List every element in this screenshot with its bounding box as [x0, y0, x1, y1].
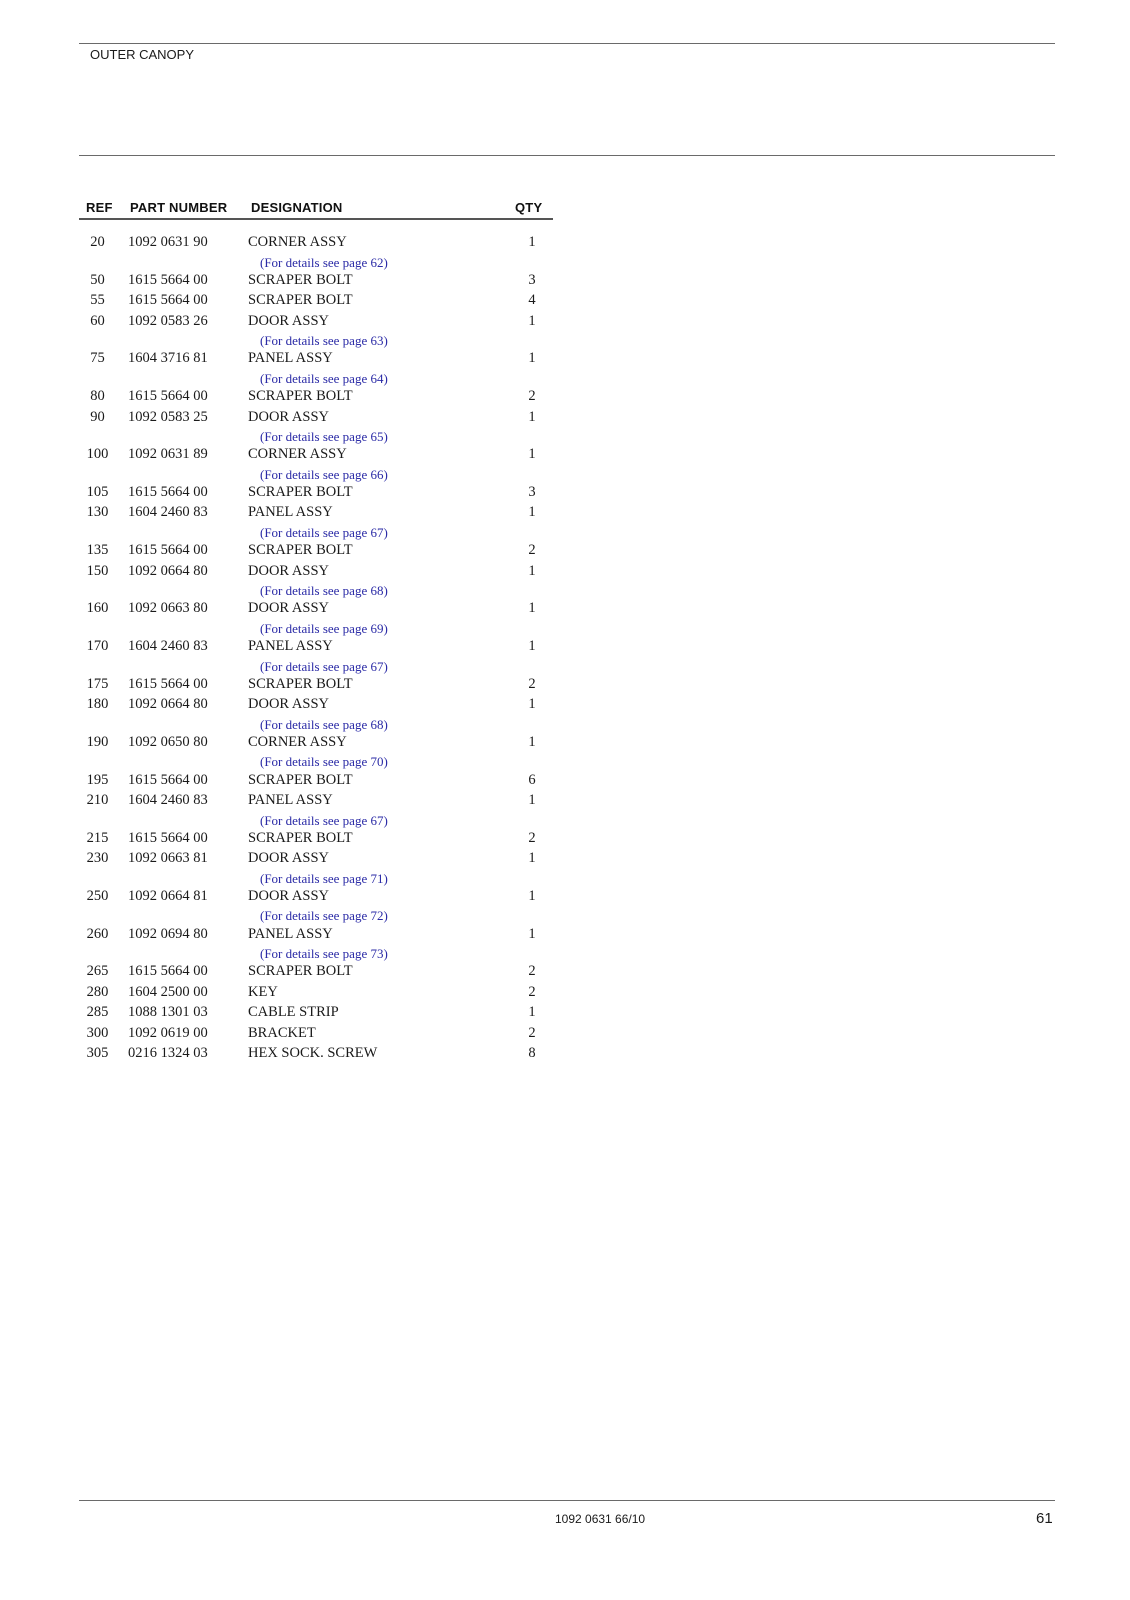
- qty-cell: 1: [528, 887, 536, 904]
- designation-cell: CORNER ASSY: [248, 733, 347, 750]
- qty-cell: 3: [528, 483, 536, 500]
- part-number-cell: 0216 1324 03: [128, 1045, 208, 1062]
- table-row: [79, 598, 554, 619]
- ref-cell: 215: [86, 829, 109, 846]
- table-row: [79, 290, 554, 311]
- ref-cell: 90: [90, 408, 105, 425]
- details-page-link[interactable]: (For details see page 70): [260, 754, 388, 770]
- qty-cell: 1: [528, 600, 536, 617]
- part-number-cell: 1604 2460 83: [128, 638, 208, 654]
- part-number-cell: 1615 5664 00: [128, 483, 208, 500]
- top-rule: [79, 43, 1055, 44]
- details-row: [79, 944, 554, 961]
- table-row: [79, 386, 554, 407]
- designation-cell: PANEL ASSY: [248, 792, 333, 809]
- details-page-link[interactable]: (For details see page 68): [260, 583, 388, 599]
- part-number-cell: 1615 5664 00: [128, 292, 208, 309]
- details-row: [79, 427, 554, 444]
- table-row: [79, 636, 554, 657]
- details-row: [79, 752, 554, 769]
- designation-cell: PANEL ASSY: [248, 350, 333, 367]
- part-number-cell: 1615 5664 00: [128, 271, 208, 288]
- table-row: [79, 732, 554, 753]
- table-row: [79, 674, 554, 695]
- table-header: [79, 198, 554, 218]
- designation-cell: DOOR ASSY: [248, 562, 329, 579]
- column-header-qty: QTY: [515, 200, 543, 215]
- table-row: [79, 1002, 554, 1023]
- qty-cell: 1: [528, 350, 536, 367]
- table-row: [79, 694, 554, 715]
- table-row: [79, 348, 554, 369]
- part-number-cell: 1615 5664 00: [128, 829, 208, 846]
- qty-cell: 1: [528, 312, 536, 329]
- designation-cell: DOOR ASSY: [248, 312, 329, 329]
- part-number-cell: 1092 0694 80: [128, 925, 208, 942]
- details-page-link[interactable]: (For details see page 69): [260, 620, 388, 636]
- table-row: [79, 790, 554, 811]
- part-number-cell: 1615 5664 00: [128, 388, 208, 405]
- ref-cell: 280: [86, 983, 109, 1000]
- qty-cell: 2: [528, 1024, 536, 1041]
- details-page-link[interactable]: (For details see page 65): [260, 429, 388, 445]
- qty-cell: 1: [528, 696, 536, 713]
- part-number-cell: 1604 2500 00: [128, 983, 208, 1000]
- details-page-link[interactable]: (For details see page 68): [260, 716, 388, 732]
- details-page-link[interactable]: (For details see page 64): [260, 370, 388, 386]
- ref-cell: 105: [86, 483, 109, 500]
- details-row: [79, 811, 554, 828]
- ref-cell: 75: [90, 350, 105, 367]
- qty-cell: 1: [528, 733, 536, 750]
- part-number-cell: 1604 2460 83: [128, 504, 208, 521]
- details-row: [79, 906, 554, 923]
- designation-cell: DOOR ASSY: [248, 850, 329, 867]
- designation-cell: SCRAPER BOLT: [248, 542, 353, 559]
- qty-cell: 2: [528, 829, 536, 846]
- table-body: [79, 232, 554, 1064]
- table-row: [79, 311, 554, 332]
- part-number-cell: 1604 3716 81: [128, 350, 208, 367]
- qty-cell: 8: [528, 1045, 536, 1062]
- details-page-link[interactable]: (For details see page 63): [260, 333, 388, 349]
- table-row: [79, 232, 554, 253]
- designation-cell: DOOR ASSY: [248, 600, 329, 617]
- details-row: [79, 657, 554, 674]
- designation-cell: SCRAPER BOLT: [248, 675, 353, 692]
- part-number-cell: 1615 5664 00: [128, 542, 208, 559]
- designation-cell: PANEL ASSY: [248, 925, 333, 942]
- footer-rule: [79, 1500, 1055, 1501]
- table-row: [79, 502, 554, 523]
- part-number-cell: 1088 1301 03: [128, 1004, 208, 1021]
- designation-cell: CORNER ASSY: [248, 446, 347, 463]
- details-page-link[interactable]: (For details see page 71): [260, 870, 388, 886]
- table-row: [79, 444, 554, 465]
- details-page-link[interactable]: (For details see page 62): [260, 254, 388, 270]
- table-row: [79, 270, 554, 291]
- details-row: [79, 523, 554, 540]
- designation-cell: SCRAPER BOLT: [248, 292, 353, 309]
- part-number-cell: 1092 0663 80: [128, 600, 208, 617]
- table-header-underline: [79, 218, 553, 220]
- ref-cell: 180: [86, 696, 109, 713]
- designation-cell: DOOR ASSY: [248, 887, 329, 904]
- details-row: [79, 331, 554, 348]
- column-header-designation: DESIGNATION: [251, 200, 343, 215]
- qty-cell: 1: [528, 446, 536, 463]
- details-page-link[interactable]: (For details see page 72): [260, 908, 388, 924]
- ref-cell: 50: [90, 271, 105, 288]
- part-number-cell: 1092 0583 25: [128, 408, 208, 425]
- document-number: 1092 0631 66/10: [555, 1512, 646, 1526]
- designation-cell: BRACKET: [248, 1024, 316, 1041]
- table-row: [79, 961, 554, 982]
- ref-cell: 305: [86, 1045, 109, 1062]
- qty-cell: 3: [528, 271, 536, 288]
- table-row: [79, 561, 554, 582]
- ref-cell: 175: [86, 675, 109, 692]
- column-header-ref: REF: [86, 200, 113, 215]
- designation-cell: CABLE STRIP: [248, 1004, 339, 1021]
- parts-table: [79, 198, 554, 1064]
- designation-cell: SCRAPER BOLT: [248, 829, 353, 846]
- qty-cell: 1: [528, 638, 536, 654]
- part-number-cell: 1092 0664 80: [128, 696, 208, 713]
- designation-cell: CORNER ASSY: [248, 234, 347, 250]
- part-number-cell: 1092 0619 00: [128, 1024, 208, 1041]
- table-row: [79, 482, 554, 503]
- section-title: OUTER CANOPY: [90, 47, 195, 62]
- details-row: [79, 581, 554, 598]
- ref-cell: 55: [90, 292, 105, 309]
- table-row: [79, 982, 554, 1003]
- ref-cell: 100: [86, 446, 109, 463]
- details-page-link[interactable]: (For details see page 67): [260, 524, 388, 540]
- ref-cell: 195: [86, 771, 109, 788]
- table-row: [79, 540, 554, 561]
- ref-cell: 130: [86, 504, 109, 521]
- table-row: [79, 770, 554, 791]
- designation-cell: DOOR ASSY: [248, 696, 329, 713]
- table-row: [79, 848, 554, 869]
- qty-cell: 1: [528, 234, 536, 250]
- qty-cell: 1: [528, 562, 536, 579]
- part-number-cell: 1092 0664 81: [128, 887, 208, 904]
- details-row: [79, 715, 554, 732]
- qty-cell: 1: [528, 850, 536, 867]
- designation-cell: PANEL ASSY: [248, 504, 333, 521]
- ref-cell: 20: [90, 234, 105, 250]
- ref-cell: 260: [86, 925, 109, 942]
- table-row: [79, 886, 554, 907]
- qty-cell: 1: [528, 408, 536, 425]
- designation-cell: HEX SOCK. SCREW: [248, 1045, 378, 1062]
- header-separator-rule: [79, 155, 1055, 156]
- designation-cell: DOOR ASSY: [248, 408, 329, 425]
- table-row: [79, 407, 554, 428]
- part-number-cell: 1092 0583 26: [128, 312, 208, 329]
- part-number-cell: 1092 0650 80: [128, 733, 208, 750]
- details-row: [79, 369, 554, 386]
- qty-cell: 2: [528, 963, 536, 980]
- details-row: [79, 869, 554, 886]
- part-number-cell: 1615 5664 00: [128, 963, 208, 980]
- details-page-link[interactable]: (For details see page 67): [260, 658, 388, 674]
- designation-cell: SCRAPER BOLT: [248, 771, 353, 788]
- details-page-link[interactable]: (For details see page 67): [260, 812, 388, 828]
- details-row: [79, 253, 554, 270]
- designation-cell: SCRAPER BOLT: [248, 963, 353, 980]
- part-number-cell: 1615 5664 00: [128, 675, 208, 692]
- table-row: [79, 828, 554, 849]
- ref-cell: 190: [86, 733, 109, 750]
- qty-cell: 2: [528, 675, 536, 692]
- details-row: [79, 465, 554, 482]
- ref-cell: 135: [86, 542, 109, 559]
- ref-cell: 265: [86, 963, 109, 980]
- qty-cell: 4: [528, 292, 536, 309]
- ref-cell: 210: [86, 792, 109, 809]
- designation-cell: SCRAPER BOLT: [248, 483, 353, 500]
- qty-cell: 6: [528, 771, 536, 788]
- ref-cell: 80: [90, 388, 105, 405]
- part-number-cell: 1604 2460 83: [128, 792, 208, 809]
- part-number-cell: 1092 0631 90: [128, 234, 208, 250]
- part-number-cell: 1092 0664 80: [128, 562, 208, 579]
- table-row: [79, 1043, 554, 1064]
- ref-cell: 300: [86, 1024, 109, 1041]
- ref-cell: 150: [86, 562, 109, 579]
- part-number-cell: 1092 0631 89: [128, 446, 208, 463]
- qty-cell: 1: [528, 925, 536, 942]
- details-page-link[interactable]: (For details see page 73): [260, 946, 388, 962]
- qty-cell: 1: [528, 792, 536, 809]
- table-row: [79, 1023, 554, 1044]
- column-header-part-number: PART NUMBER: [130, 200, 228, 215]
- details-row: [79, 619, 554, 636]
- ref-cell: 250: [86, 887, 109, 904]
- qty-cell: 1: [528, 1004, 536, 1021]
- qty-cell: 2: [528, 388, 536, 405]
- qty-cell: 1: [528, 504, 536, 521]
- designation-cell: SCRAPER BOLT: [248, 388, 353, 405]
- ref-cell: 285: [86, 1004, 109, 1021]
- ref-cell: 230: [86, 850, 109, 867]
- page-number: 61: [1036, 1510, 1053, 1527]
- designation-cell: KEY: [248, 983, 278, 1000]
- details-page-link[interactable]: (For details see page 66): [260, 466, 388, 482]
- qty-cell: 2: [528, 542, 536, 559]
- ref-cell: 60: [90, 312, 105, 329]
- qty-cell: 2: [528, 983, 536, 1000]
- ref-cell: 160: [86, 600, 109, 617]
- part-number-cell: 1092 0663 81: [128, 850, 208, 867]
- table-row: [79, 924, 554, 945]
- part-number-cell: 1615 5664 00: [128, 771, 208, 788]
- designation-cell: PANEL ASSY: [248, 638, 333, 654]
- designation-cell: SCRAPER BOLT: [248, 271, 353, 288]
- ref-cell: 170: [86, 638, 109, 654]
